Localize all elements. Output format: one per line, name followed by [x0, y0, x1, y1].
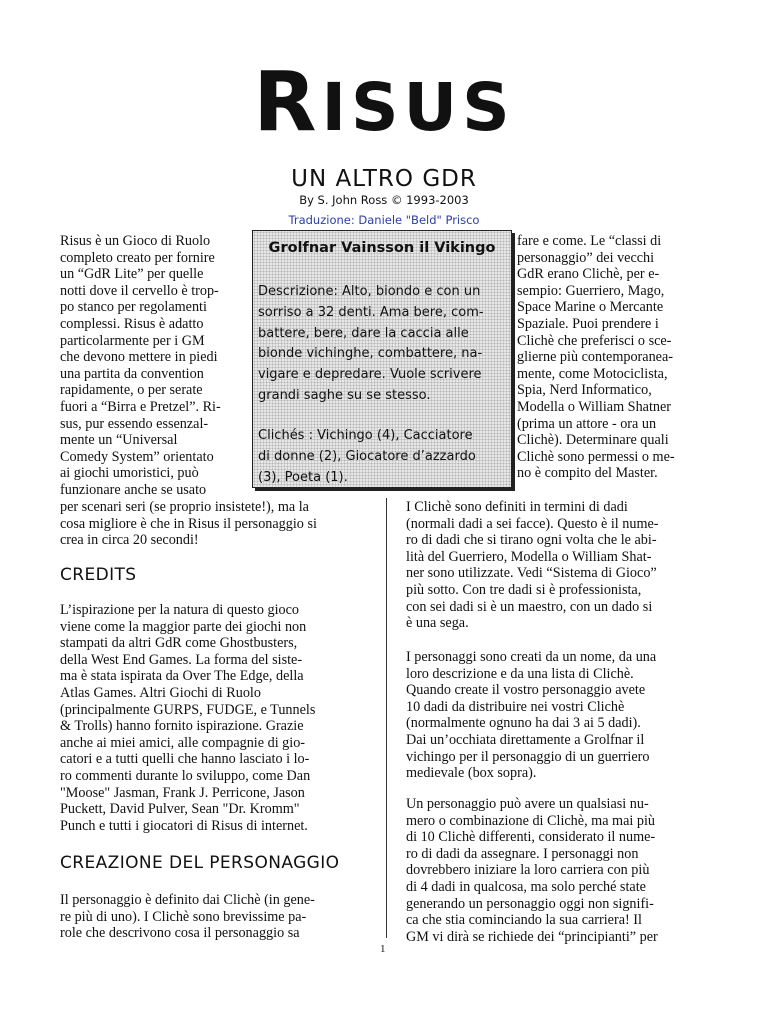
text-line: ro commenti durante lo sviluppo, come Dan	[60, 767, 311, 784]
text-line: mente un “Universal	[60, 432, 178, 449]
right-intro-paragraph	[517, 233, 709, 482]
text-line: grandi saghe su se stesso.	[258, 387, 431, 403]
document-subtitle: UN ALTRO GDR	[291, 166, 477, 192]
text-line: mero o combinazione di Clichè, ma mai più	[406, 812, 656, 829]
text-line: Un personaggio può avere un qualsiasi nu-	[406, 796, 649, 812]
text-line: (principalmente GURPS, FUDGE, e Tunnels	[60, 701, 316, 718]
text-line: GM vi dirà se richiede dei “principianti” per	[406, 928, 658, 945]
text-line: no è compito del Master.	[517, 465, 658, 482]
text-line: Clichés : Vichingo (4), Cacciatore	[258, 428, 473, 443]
text-line: loro descrizione e da una lista di Clichè.	[406, 665, 634, 682]
text-line: mente, come Motociclista,	[517, 365, 668, 382]
text-line: Risus è un Gioco di Ruolo	[60, 233, 211, 249]
text-line: ai giochi umoristici, può	[60, 465, 199, 482]
text-line: è una sega.	[406, 615, 469, 632]
author-byline: By S. John Ross © 1993-2003	[299, 193, 469, 207]
text-line: ner sono utilizzate. Vedi “Sistema di Gioco”	[406, 565, 657, 582]
text-line: più sotto. Con tre dadi si è professionista,	[406, 581, 642, 598]
text-line: di 4 dadi in qualcosa, ma solo perché state	[406, 878, 646, 895]
text-line: (3), Poeta (1).	[258, 469, 348, 485]
character-creation-paragraph	[60, 892, 362, 942]
text-line: vigare e depredare. Vuole scrivere	[258, 367, 482, 383]
text-line: di 10 Clichè differenti, considerato il nume-	[406, 829, 656, 846]
text-line: particolarmente per i GM	[60, 332, 205, 349]
character-example-box	[252, 230, 512, 488]
text-line: ca che stia cominciando la sua carriera! Il	[406, 912, 642, 929]
document-title: RISUS	[253, 55, 515, 150]
text-line: L’ispirazione per la natura di questo gioco	[60, 602, 300, 618]
dice-paragraph	[406, 499, 709, 632]
text-line: Puckett, David Pulver, Sean "Dr. Kromm"	[60, 801, 300, 818]
text-line: un “GdR Lite” per quelle	[60, 266, 204, 283]
text-line: una partita da convention	[60, 365, 204, 382]
text-line: battere, bere, dare la caccia alle	[258, 325, 469, 341]
character-example-title: Grolfnar Vainsson il Vikingo	[268, 240, 496, 256]
text-line: (prima un attore - ora un	[517, 415, 657, 432]
text-line: "Moose" Jasman, Frank J. Perricone, Jason	[60, 784, 305, 801]
text-line: bionde vichinghe, combattere, na-	[258, 346, 483, 362]
text-line: Comedy System” orientato	[60, 448, 214, 465]
text-line: ma è stata ispirata da Over The Edge, della	[60, 668, 304, 685]
text-line: generando un personaggio oggi non signifi-	[406, 895, 654, 912]
text-line: lità del Guerriero, Modella o William Shat-	[406, 548, 652, 565]
text-line: stampati da altri GdR come Ghostbusters,	[60, 635, 298, 652]
text-line: I Clichè sono definiti in termini di dadi	[406, 499, 628, 515]
character-cliches	[258, 426, 510, 488]
text-line: Quando create il vostro personaggio avete	[406, 682, 646, 699]
credits-paragraph	[60, 602, 362, 834]
text-line: (normalmente ognuno ha dai 3 ai 5 dadi).	[406, 715, 641, 732]
text-line: Space Marine o Mercante	[517, 299, 664, 316]
cliche-limits-paragraph	[406, 796, 709, 945]
text-line: & Trolls) hanno fornito ispirazione. Grazie	[60, 718, 304, 735]
text-line: role che descrivono cosa il personaggio sa	[60, 925, 300, 942]
text-line: (normali dadi a sei facce). Questo è il nume-	[406, 515, 659, 532]
text-line: della West End Games. La forma del siste-	[60, 651, 303, 668]
text-line: con sei dadi si è un maestro, con un dado si	[406, 598, 653, 615]
text-line: Dai un’occhiata direttamente a Grolfnar il	[406, 731, 645, 748]
text-line: Clichè sono permessi o me-	[517, 448, 675, 465]
text-line: po stanco per regolamenti	[60, 299, 207, 316]
text-line: di donne (2), Giocatore d’azzardo	[258, 448, 476, 464]
text-line: Atlas Games. Altri Giochi di Ruolo	[60, 684, 261, 701]
text-line: Modella o William Shatner	[517, 398, 672, 415]
text-line: Spaziale. Puoi prendere i	[517, 315, 659, 332]
text-line: fare e come. Le “classi di	[517, 233, 662, 249]
text-line: 10 dadi da distribuire nei vostri Clichè	[406, 698, 625, 715]
text-line: Clichè). Determinare quali	[517, 432, 669, 449]
text-line: catori e a tutti quelli che hanno lasciato i lo-	[60, 751, 310, 768]
column-divider	[386, 498, 387, 938]
character-creation-rules-paragraph	[406, 649, 709, 782]
text-line: rapidamente, o per serate	[60, 382, 203, 399]
text-line: complessi. Risus è adatto	[60, 315, 204, 332]
intro-paragraph	[60, 233, 247, 499]
text-line: sorriso a 32 denti. Ama bere, com-	[258, 304, 484, 320]
text-line: funzionare anche se usato	[60, 481, 207, 498]
page-number: 1	[380, 943, 386, 955]
character-description	[258, 282, 510, 407]
text-line: fuori a “Birra e Pretzel”. Ri-	[60, 398, 221, 415]
text-line: ro di dadi che si tirano ogni volta che le abi-	[406, 532, 657, 549]
text-line: per scenari seri (se proprio insistete!), ma la	[60, 499, 309, 515]
text-line: personaggio” dei vecchi	[517, 249, 655, 266]
text-line: anche ai miei amici, alle compagnie di gio-	[60, 734, 306, 751]
text-line: Clichè che preferisci o sce-	[517, 332, 672, 349]
intro-continuation	[60, 499, 362, 549]
text-line: GdR erano Clichè, per e-	[517, 266, 660, 283]
text-line: Punch e tutti i giocatori di Risus di internet.	[60, 817, 308, 834]
text-line: glierne più contemporanea-	[517, 349, 673, 366]
text-line: dovrebbero iniziare la loro carriera con più	[406, 862, 650, 879]
text-line: medievale (box sopra).	[406, 765, 537, 782]
text-line: cosa migliore è che in Risus il personaggio si	[60, 515, 317, 532]
text-line: Spia, Nerd Informatico,	[517, 382, 652, 399]
text-line: I personaggi sono creati da un nome, da una	[406, 649, 657, 665]
text-line: Il personaggio è definito dai Clichè (in gene-	[60, 892, 315, 908]
text-line: vichingo per il personaggio di un guerriero	[406, 748, 650, 765]
text-line: viene come la maggior parte dei giochi non	[60, 618, 307, 635]
text-line: che devono mettere in piedi	[60, 349, 218, 366]
character-creation-heading: CREAZIONE DEL PERSONAGGIO	[60, 853, 340, 873]
text-line: notti dove il cervello è trop-	[60, 282, 219, 299]
credits-heading: CREDITS	[60, 565, 137, 585]
text-line: crea in circa 20 secondi!	[60, 532, 199, 549]
text-line: ro di dadi da assegnare. I personaggi non	[406, 845, 639, 862]
text-line: sempio: Guerriero, Mago,	[517, 282, 665, 299]
text-line: Descrizione: Alto, biondo e con un	[258, 284, 481, 299]
text-line: sus, pur essendo essenzal-	[60, 415, 209, 432]
text-line: completo creato per fornire	[60, 249, 215, 266]
text-line: re più di uno). I Clichè sono brevissime pa-	[60, 908, 307, 925]
translation-credit: Traduzione: Daniele "Beld" Prisco	[288, 213, 480, 227]
